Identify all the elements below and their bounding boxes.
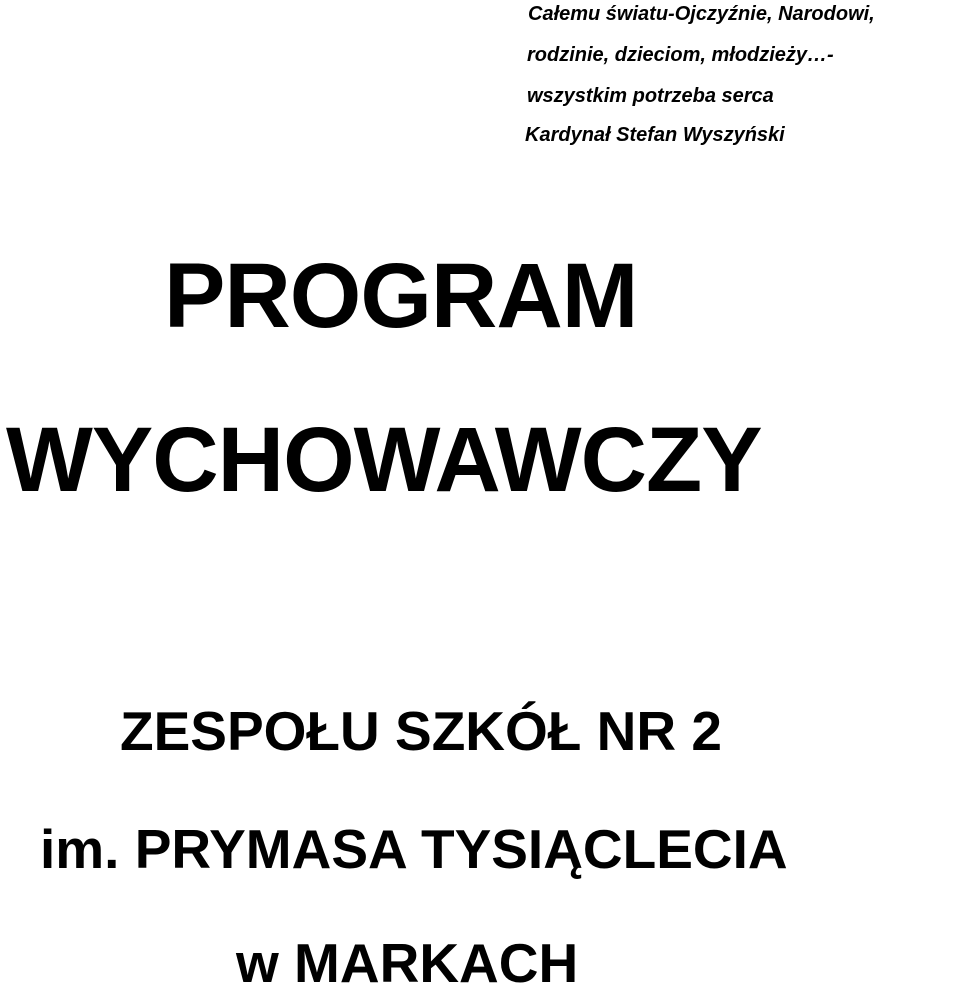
document-title-line-2: WYCHOWAWCZY	[6, 409, 762, 511]
school-name-line-2: im. PRYMASA TYSIĄCLECIA	[40, 818, 788, 880]
motto-line-1: Całemu światu-Ojczyźnie, Narodowi,	[528, 3, 875, 25]
school-name-line-1: ZESPOŁU SZKÓŁ NR 2	[120, 700, 722, 762]
motto-line-3: wszystkim potrzeba serca	[527, 85, 774, 107]
motto-author: Kardynał Stefan Wyszyński	[525, 124, 785, 146]
document-title-line-1: PROGRAM	[164, 245, 638, 347]
school-location: w MARKACH	[236, 932, 579, 994]
motto-line-2: rodzinie, dzieciom, młodzieży…-	[527, 44, 834, 66]
